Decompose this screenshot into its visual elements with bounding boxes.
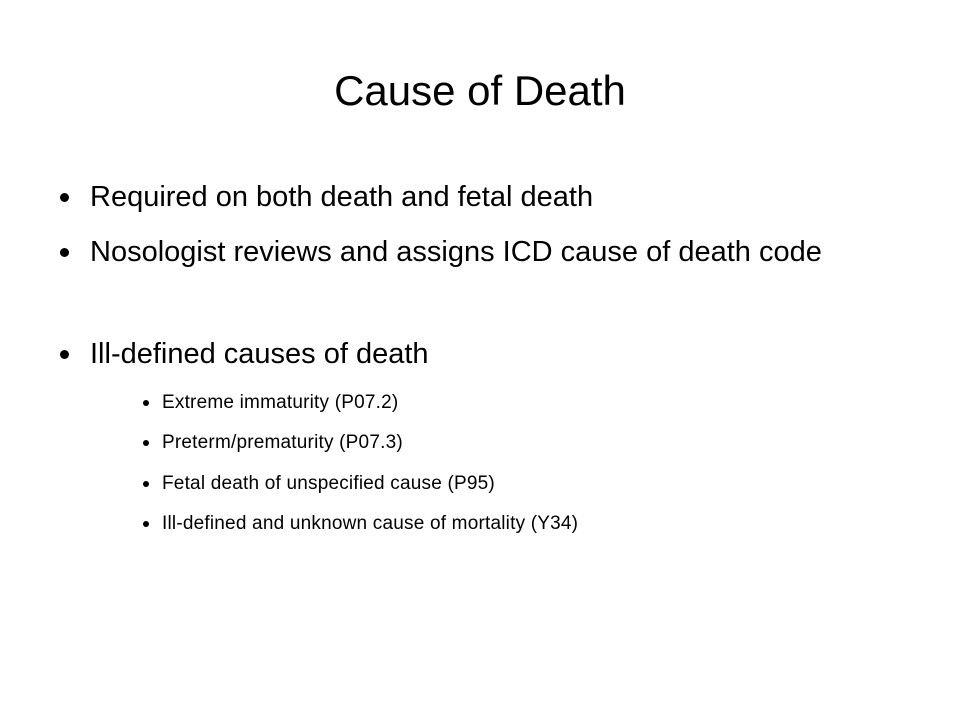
bullet-dot bbox=[60, 193, 69, 202]
sub-bullet-ill-defined-unknown: Ill-defined and unknown cause of mortality (Y34) bbox=[162, 513, 579, 534]
bullet-dot bbox=[60, 350, 69, 359]
sub-bullet-dot bbox=[143, 521, 149, 527]
sub-bullet-dot bbox=[143, 400, 149, 406]
sub-bullet-extreme-immaturity: Extreme immaturity (P07.2) bbox=[162, 392, 399, 413]
sub-bullet-preterm-prematurity: Preterm/prematurity (P07.3) bbox=[162, 432, 403, 453]
bullet-ill-defined-causes: Ill-defined causes of death bbox=[90, 338, 429, 370]
bullet-nosologist-reviews: Nosologist reviews and assigns ICD cause of death code bbox=[90, 236, 822, 268]
sub-bullet-dot bbox=[143, 481, 149, 487]
bullet-dot bbox=[60, 248, 69, 257]
sub-bullet-fetal-death-unspecified: Fetal death of unspecified cause (P95) bbox=[162, 473, 495, 494]
sub-bullet-dot bbox=[143, 440, 149, 446]
slide-title: Cause of Death bbox=[334, 67, 626, 114]
bullet-required-on-both: Required on both death and fetal death bbox=[90, 181, 594, 213]
